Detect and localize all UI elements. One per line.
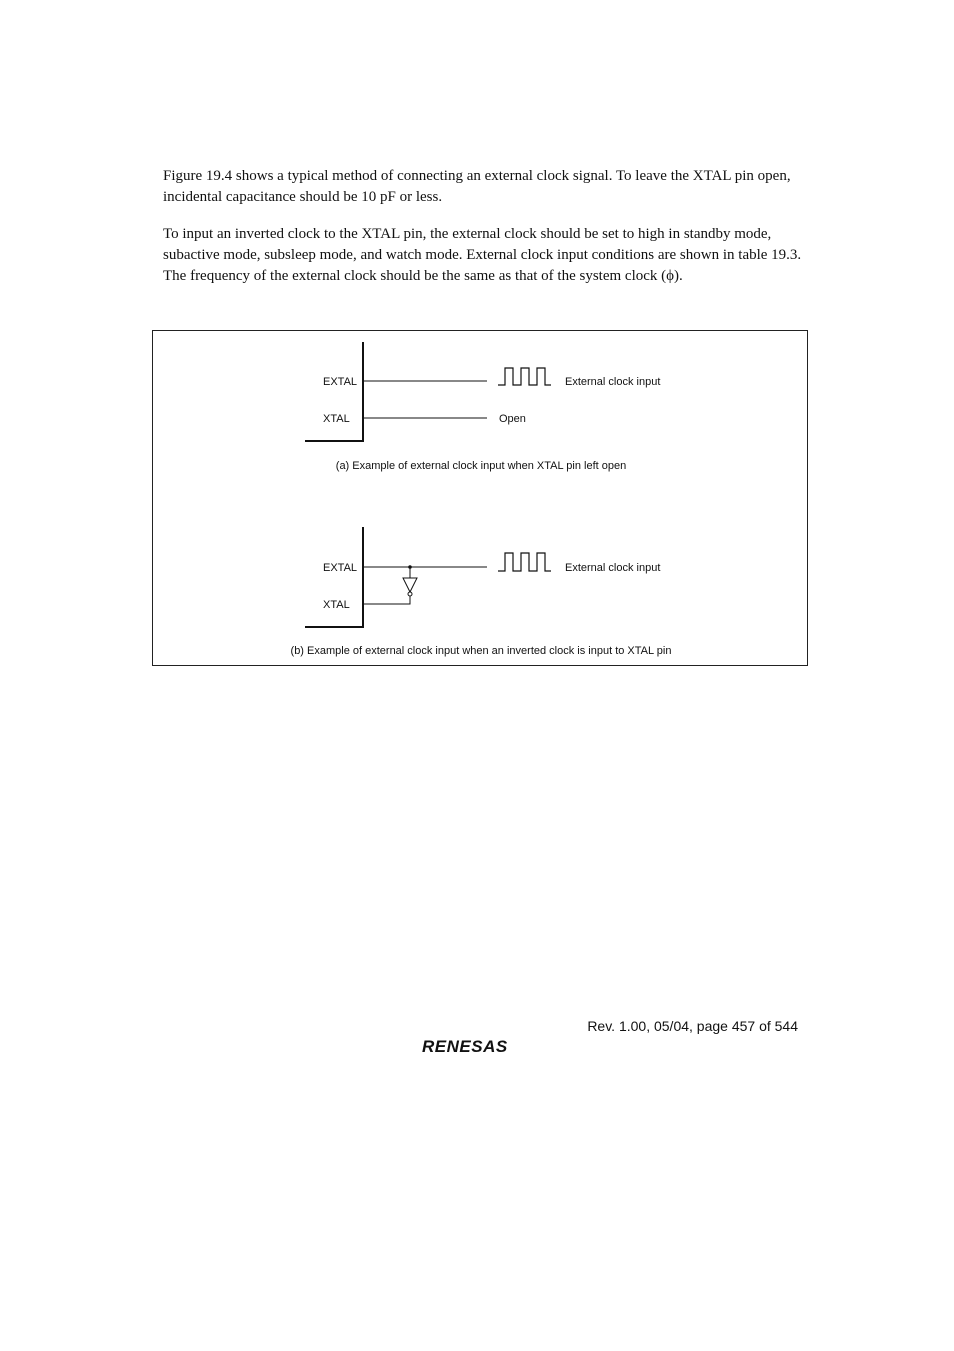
- chip-b-outline: [305, 527, 363, 627]
- page-footer-revision: Rev. 1.00, 05/04, page 457 of 544: [587, 1018, 798, 1034]
- diagram-a: [305, 342, 660, 472]
- renesas-logo: [420, 1034, 544, 1056]
- label-open: Open: [499, 413, 526, 425]
- inverter-output-wire: [363, 596, 410, 604]
- clock-connection-diagram: [153, 331, 809, 667]
- inverter-bubble: [408, 592, 412, 596]
- renesas-logo-text: RENESAS: [422, 1037, 508, 1056]
- diagram-b: [291, 527, 672, 657]
- label-extal-a: EXTAL: [323, 376, 358, 388]
- figure-19-4: [152, 330, 808, 666]
- label-xtal-a: XTAL: [323, 413, 350, 425]
- label-external-clock-b: External clock input: [565, 562, 661, 574]
- clock-waveform-b: [498, 553, 551, 571]
- body-paragraph-2: To input an inverted clock to the XTAL pin, the external clock should be set to high in standby mode, subactive mode, subsleep mode, and watch mode. External clock input conditions are shown in table 19.3. The frequency of the external clock should be the same as that of the system clock (ϕ).: [163, 226, 802, 284]
- label-xtal-b: XTAL: [323, 599, 350, 611]
- body-paragraph-1: Figure 19.4 shows a typical method of connecting an external clock signal. To leave the XTAL pin open, incidental capacitance should be 10 pF or less.: [163, 168, 791, 205]
- label-external-clock-a: External clock input: [565, 376, 661, 388]
- caption-b: (b) Example of external clock input when an inverted clock is input to XTAL pin: [290, 645, 672, 657]
- clock-waveform-a: [498, 368, 551, 385]
- chip-a-outline: [305, 342, 363, 441]
- inverter-icon: [403, 578, 417, 592]
- label-extal-b: EXTAL: [323, 562, 358, 574]
- caption-a: (a) Example of external clock input when XTAL pin left open: [335, 460, 627, 472]
